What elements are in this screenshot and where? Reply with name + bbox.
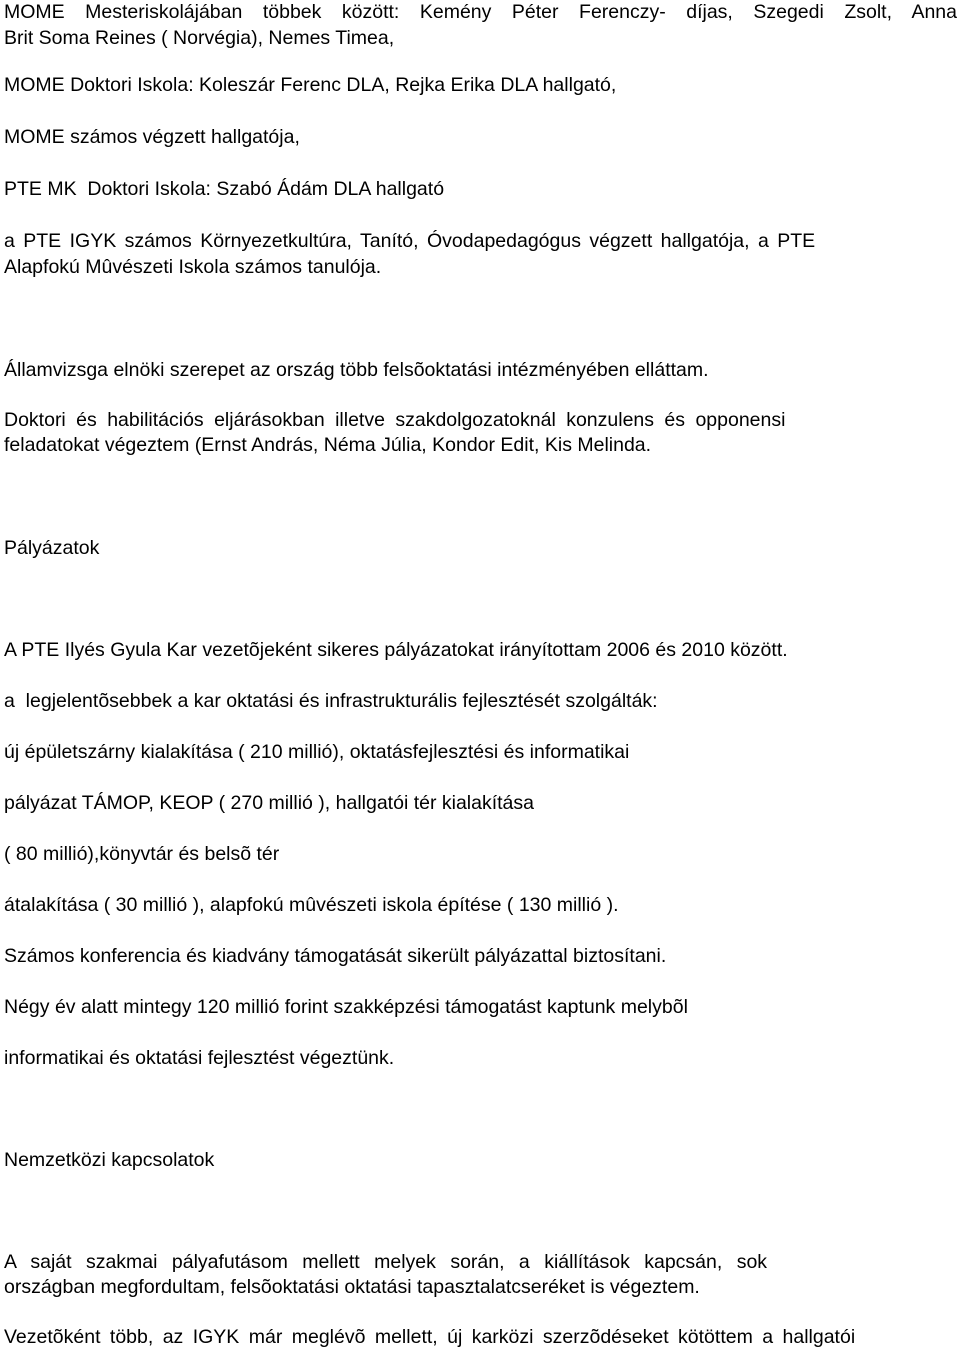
paragraph-pte-igyk: [4, 229, 957, 254]
paragraph-most-significant: a legjelentõsebbek a kar oktatási és infrastrukturális fejlesztését szolgálták:: [4, 690, 658, 712]
paragraph-mome-masterschool: [4, 0, 957, 25]
section-heading-palyazatok: Pályázatok: [4, 537, 100, 559]
text-line: a PTE IGYK számos Környezetkultúra, Tanító, Óvodapedagógus végzett hallgatója, a PTE: [4, 230, 816, 252]
paragraph-pte-mk-doctoral: PTE MK Doktori Iskola: Szabó Ádám DLA hallgató: [4, 178, 445, 200]
paragraph-state-exam: Államvizsga elnöki szerepet az ország több felsõoktatási intézményében elláttam.: [4, 359, 709, 381]
paragraph-mome-masterschool-cont: [4, 26, 957, 51]
paragraph-career-exhibitions-cont: [4, 1275, 957, 1300]
text-line: Doktori és habilitációs eljárásokban illetve szakdolgozatoknál konzulens és opponensi: [4, 409, 786, 431]
paragraph-pte-projects: A PTE Ilyés Gyula Kar vezetõjeként sikeres pályázatokat irányítottam 2006 és 2010 között.: [4, 639, 788, 661]
paragraph-doctoral-procedures: [4, 408, 957, 433]
paragraph-vocational-support: Négy év alatt mintegy 120 millió forint szakképzési támogatást kaptunk melybõl: [4, 996, 688, 1018]
text-line: Brit Soma Reines ( Norvégia), Nemes Timea,: [4, 27, 395, 49]
paragraph-mome-doctoral-school: MOME Doktori Iskola: Koleszár Ferenc DLA, Rejka Erika DLA hallgató,: [4, 74, 617, 96]
paragraph-mome-graduates: MOME számos végzett hallgatója,: [4, 126, 300, 148]
paragraph-interfaculty-contracts: Vezetõként több, az IGYK már meglévõ mellett, új karközi szerzõdéseket kötöttem a hallgatói: [4, 1326, 856, 1348]
text-line: feladatokat végeztem (Ernst András, Néma Júlia, Kondor Edit, Kis Melinda.: [4, 434, 652, 456]
paragraph-tamop-keop: pályázat TÁMOP, KEOP ( 270 millió ), hallgatói tér kialakítása: [4, 792, 534, 814]
paragraph-conferences: Számos konferencia és kiadvány támogatását sikerült pályázattal biztosítani.: [4, 945, 667, 967]
section-heading-nemzetkozi-kapcsolatok: Nemzetközi kapcsolatok: [4, 1149, 215, 1171]
paragraph-renovation: átalakítása ( 30 millió ), alapfokú mûvészeti iskola építése ( 130 millió ).: [4, 894, 619, 916]
paragraph-doctoral-procedures-cont: [4, 433, 957, 458]
text-line: MOME Mesteriskolájában többek között: Kemény Péter Ferenczy- díjas, Szegedi Zsolt, Anna: [4, 1, 957, 23]
paragraph-career-exhibitions: [4, 1250, 957, 1275]
paragraph-new-wing: új épületszárny kialakítása ( 210 millió), oktatásfejlesztési és informatikai: [4, 741, 630, 763]
text-line: országban megfordultam, felsõoktatási oktatási tapasztalatcseréket is végeztem.: [4, 1276, 700, 1298]
paragraph-pte-igyk-cont: [4, 255, 957, 280]
text-line: A saját szakmai pályafutásom mellett melyek során, a kiállítások kapcsán, sok: [4, 1251, 768, 1273]
text-line: Alapfokú Mûvészeti Iskola számos tanulója.: [4, 256, 382, 278]
paragraph-library: ( 80 millió),könyvtár és belsõ tér: [4, 843, 280, 865]
paragraph-it-development: informatikai és oktatási fejlesztést végeztünk.: [4, 1047, 395, 1069]
